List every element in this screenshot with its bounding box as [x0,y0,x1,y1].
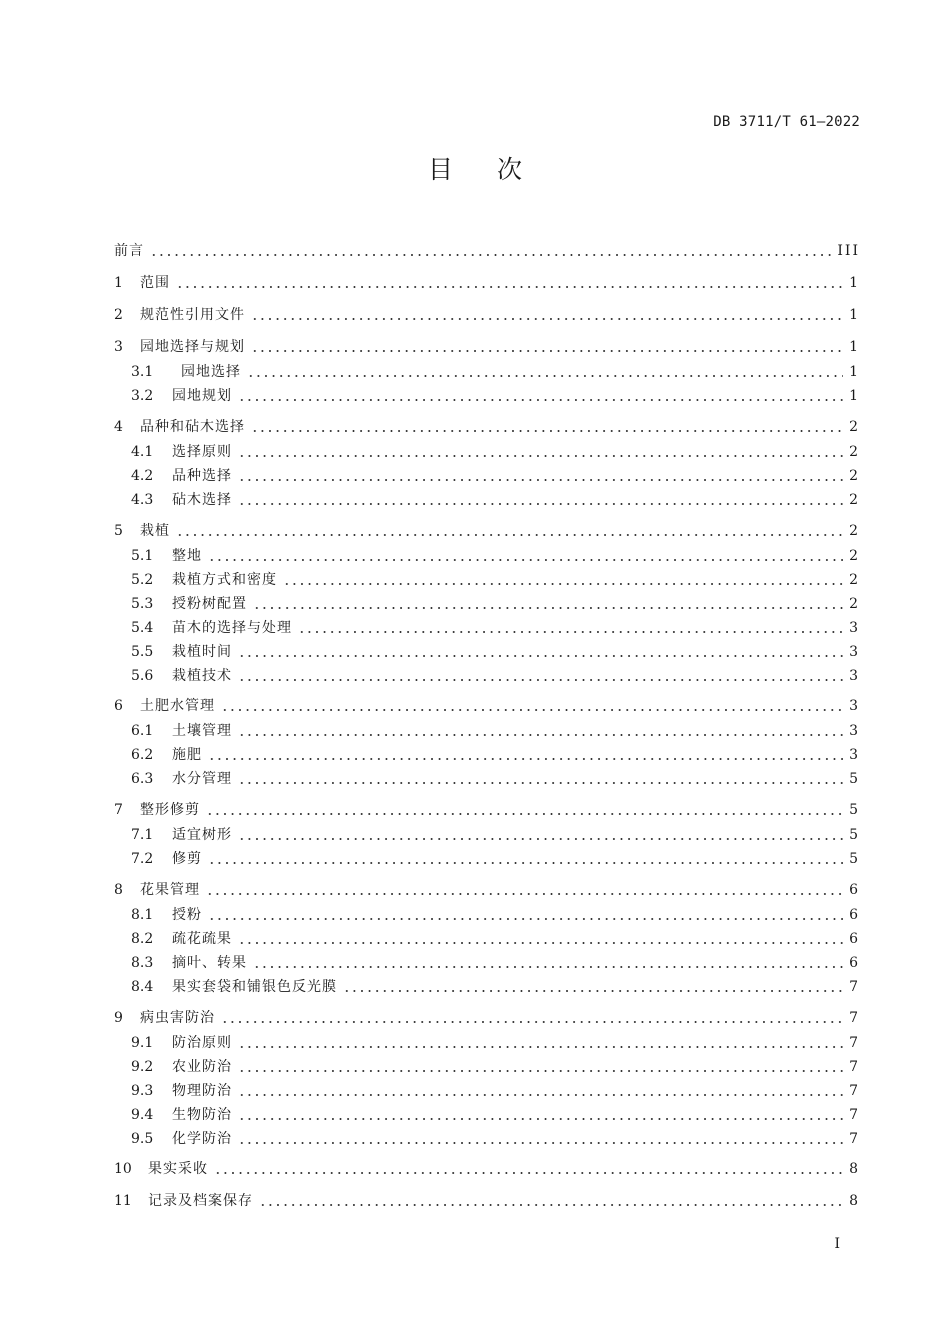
toc-entry[interactable] [131,362,860,382]
toc-entry-number: 6.3 [131,771,154,787]
toc-entry-page: 2 [849,468,860,484]
dot-leader [238,399,843,401]
toc-entry-label: 病虫害防治 [140,1010,215,1026]
dot-leader [247,375,843,377]
toc-entry[interactable] [131,666,860,686]
toc-entry-page: 5 [849,851,860,867]
toc-entry-number: 9.5 [131,1131,154,1147]
toc-entry-page: 1 [849,339,860,355]
dot-leader [238,455,843,457]
toc-entry[interactable] [114,521,860,541]
toc-entry-label: 防治原则 [172,1035,232,1051]
toc-entry[interactable] [131,618,860,638]
toc-entry[interactable] [131,721,860,741]
toc-entry-number: 4.3 [131,492,154,508]
toc-entry-label: 栽植方式和密度 [172,572,277,588]
toc-entry-label: 整地 [172,548,202,564]
toc-entry-page: 1 [849,307,860,323]
toc-entry[interactable] [131,977,860,997]
toc-entry-label: 品种和砧木选择 [140,419,245,435]
toc-entry-number: 5.4 [131,620,154,636]
dot-leader [251,430,843,432]
dot-leader [238,1118,843,1120]
dot-leader [208,862,843,864]
toc-entry-page: 2 [849,596,860,612]
toc-entry-label: 园地规划 [172,388,232,404]
toc-entry-number: 8 [114,882,123,898]
toc-entry[interactable] [131,905,860,925]
toc-entry[interactable] [114,1159,860,1179]
page-number: I [834,1236,840,1252]
toc-entry-page: 3 [849,698,860,714]
toc-entry-page: 3 [849,747,860,763]
dot-leader [253,966,843,968]
toc-entry-number: 5.1 [131,548,154,564]
toc-entry-label: 摘叶、转果 [172,955,247,971]
toc-entry-page: 6 [849,882,860,898]
toc-entry-label: 栽植技术 [172,668,232,684]
toc-entry-number: 9.4 [131,1107,154,1123]
toc-entry[interactable] [131,442,860,462]
dot-leader [238,503,843,505]
toc-entry-page: 6 [849,931,860,947]
toc-entry[interactable] [131,386,860,406]
dot-leader [221,709,843,711]
toc-entry[interactable] [131,1105,860,1125]
toc-entry-label: 修剪 [172,851,202,867]
toc-entry[interactable] [131,546,860,566]
toc-entry[interactable] [114,417,860,437]
dot-leader [208,918,843,920]
toc-entry[interactable] [131,642,860,662]
toc-entry[interactable] [114,800,860,820]
toc-entry[interactable] [114,880,860,900]
dot-leader [206,893,843,895]
toc-entry-label: 土壤管理 [172,723,232,739]
dot-leader [259,1204,843,1206]
toc-entry-number: 8.1 [131,907,154,923]
dot-leader [238,782,843,784]
toc-entry-number: 11 [114,1193,132,1209]
toc-entry[interactable] [131,745,860,765]
toc-entry-number: 3.1 [131,364,154,380]
toc-entry-label: 疏花疏果 [172,931,232,947]
dot-leader [253,607,843,609]
toc-entry-label: 水分管理 [172,771,232,787]
toc-entry-label: 授粉树配置 [172,596,247,612]
dot-leader [238,1094,843,1096]
toc-entry-label: 适宜树形 [172,827,232,843]
toc-entry-number: 6 [114,698,123,714]
toc-entry-page: 8 [849,1161,860,1177]
toc-entry-label: 园地选择与规划 [140,339,245,355]
dot-leader [298,631,843,633]
toc-entry-label: 授粉 [172,907,202,923]
toc-entry-page: 7 [849,1059,860,1075]
toc-entry-label: 砧木选择 [172,492,232,508]
toc-entry-number: 10 [114,1161,132,1177]
toc-entry[interactable] [131,1129,860,1149]
toc-entry-page: 7 [849,1131,860,1147]
toc-entry-number: 7.2 [131,851,154,867]
toc-entry-page: III [837,243,860,259]
toc-entry-number: 4 [114,419,123,435]
toc-entry-page: 8 [849,1193,860,1209]
toc-entry-page: 6 [849,907,860,923]
dot-leader [238,1142,843,1144]
dot-leader [343,990,843,992]
toc-entry-number: 2 [114,307,123,323]
dot-leader [238,1046,843,1048]
dot-leader [238,734,843,736]
toc-entry-label: 栽植 [140,523,170,539]
toc-entry[interactable] [131,570,860,590]
toc-entry[interactable] [114,1008,860,1028]
toc-entry-number: 7 [114,802,123,818]
toc-entry-number: 9.1 [131,1035,154,1051]
toc-entry-page: 3 [849,644,860,660]
toc-entry-label: 化学防治 [172,1131,232,1147]
toc-entry-label: 前言 [114,243,144,259]
toc-entry-number: 6.1 [131,723,154,739]
toc-entry[interactable] [114,241,860,261]
toc-entry[interactable] [131,466,860,486]
toc-entry[interactable] [131,953,860,973]
toc-entry-page: 2 [849,548,860,564]
toc-entry-label: 果实采收 [148,1161,208,1177]
toc-entry-number: 4.1 [131,444,154,460]
dot-leader [176,286,843,288]
toc-entry[interactable] [114,305,860,325]
toc-entry-page: 1 [849,275,860,291]
dot-leader [238,1070,843,1072]
toc-entry-label: 物理防治 [172,1083,232,1099]
toc-entry-number: 8.4 [131,979,154,995]
toc-entry-label: 土肥水管理 [140,698,215,714]
toc-entry-number: 5.2 [131,572,154,588]
toc-entry-page: 2 [849,572,860,588]
toc-entry-number: 9.2 [131,1059,154,1075]
toc-entry-page: 7 [849,1083,860,1099]
dot-leader [206,813,843,815]
dot-leader [208,758,843,760]
dot-leader [176,534,843,536]
toc-entry-label: 栽植时间 [172,644,232,660]
toc-entry[interactable] [131,769,860,789]
toc-entry-label: 范围 [140,275,170,291]
toc-entry-number: 5.5 [131,644,154,660]
toc-entry-number: 3 [114,339,123,355]
toc-entry-page: 7 [849,1107,860,1123]
toc-entry-number: 8.3 [131,955,154,971]
toc-entry[interactable] [131,825,860,845]
toc-entry-label: 施肥 [172,747,202,763]
dot-leader [251,318,843,320]
toc-entry-page: 7 [849,979,860,995]
toc-entry[interactable] [131,490,860,510]
toc-entry-number: 1 [114,275,123,291]
toc-entry-page: 2 [849,419,860,435]
dot-leader [238,679,843,681]
dot-leader [214,1172,843,1174]
toc-entry[interactable] [131,1057,860,1077]
toc-entry-page: 1 [849,388,860,404]
dot-leader [283,583,843,585]
toc-entry-number: 3.2 [131,388,154,404]
dot-leader [238,942,843,944]
page-title: 目次 [427,155,566,184]
dot-leader [238,479,843,481]
toc-entry-label: 果实套袋和铺银色反光膜 [172,979,337,995]
toc-entry-label: 花果管理 [140,882,200,898]
document-code: DB 3711/T 61—2022 [713,114,860,130]
toc-entry[interactable] [131,929,860,949]
toc-entry[interactable] [131,1081,860,1101]
dot-leader [221,1021,843,1023]
toc-entry-label: 品种选择 [172,468,232,484]
toc-entry-page: 3 [849,668,860,684]
toc-entry[interactable] [114,337,860,357]
toc-entry-label: 园地选择 [181,364,241,380]
toc-entry-number: 6.2 [131,747,154,763]
dot-leader [238,655,843,657]
toc-entry[interactable] [131,594,860,614]
toc-entry-page: 7 [849,1010,860,1026]
toc-entry[interactable] [114,696,860,716]
toc-entry[interactable] [114,1191,860,1211]
toc-entry-label: 农业防治 [172,1059,232,1075]
toc-entry-label: 规范性引用文件 [140,307,245,323]
toc-entry-page: 1 [849,364,860,380]
toc-entry-page: 5 [849,802,860,818]
toc-entry-label: 记录及档案保存 [148,1193,253,1209]
toc-entry-label: 苗木的选择与处理 [172,620,292,636]
dot-leader [238,838,843,840]
toc-entry-label: 选择原则 [172,444,232,460]
toc-entry-number: 5.6 [131,668,154,684]
toc-entry-page: 5 [849,771,860,787]
toc-entry-number: 5 [114,523,123,539]
toc-entry-number: 5.3 [131,596,154,612]
toc-entry-number: 4.2 [131,468,154,484]
toc-entry[interactable] [131,1033,860,1053]
toc-entry[interactable] [114,273,860,293]
dot-leader [251,350,843,352]
dot-leader [150,254,831,256]
toc-entry-number: 7.1 [131,827,154,843]
toc-entry-page: 5 [849,827,860,843]
toc-entry-label: 生物防治 [172,1107,232,1123]
toc-entry-page: 2 [849,444,860,460]
toc-entry-page: 2 [849,492,860,508]
toc-entry-number: 9 [114,1010,123,1026]
toc-entry-page: 3 [849,723,860,739]
toc-entry-label: 整形修剪 [140,802,200,818]
toc-entry-page: 2 [849,523,860,539]
toc-entry-page: 3 [849,620,860,636]
dot-leader [208,559,843,561]
toc-entry-page: 7 [849,1035,860,1051]
toc-entry-number: 8.2 [131,931,154,947]
toc-entry[interactable] [131,849,860,869]
toc-entry-number: 9.3 [131,1083,154,1099]
toc-entry-page: 6 [849,955,860,971]
